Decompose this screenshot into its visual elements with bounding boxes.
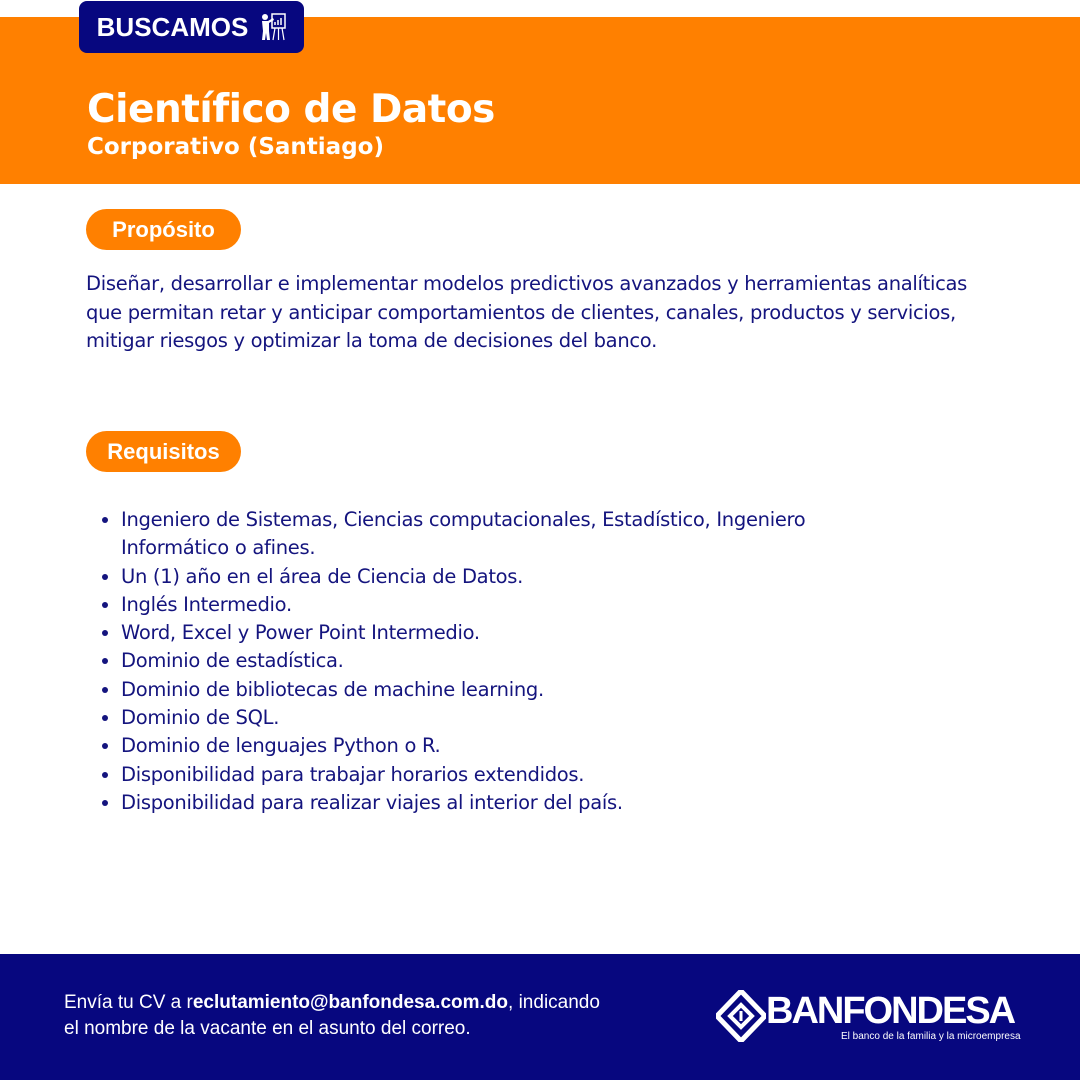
- contact-line2: el nombre de la vacante en el asunto del correo.: [64, 1018, 471, 1039]
- email-link[interactable]: eclutamiento@banfondesa.com.do: [192, 992, 509, 1013]
- list-item: • Inglés Intermedio.: [121, 591, 841, 619]
- footer: [0, 954, 1080, 1080]
- requirements-list: [86, 506, 841, 817]
- buscamos-badge: [79, 1, 304, 53]
- presenter-icon: [260, 13, 286, 41]
- list-item: • Dominio de bibliotecas de machine learning.: [121, 676, 841, 704]
- contact-suffix: , indicando: [508, 992, 600, 1013]
- list-item: • Ingeniero de Sistemas, Ciencias computacionales, Estadístico, Ingeniero Informático o afines.: [121, 506, 841, 563]
- list-item: • Disponibilidad para trabajar horarios extendidos.: [121, 761, 841, 789]
- logo-name: BANFONDESA: [766, 990, 1015, 1032]
- badge-label: BUSCAMOS: [96, 11, 249, 42]
- list-item: • Dominio de SQL.: [121, 704, 841, 732]
- list-item: • Un (1) año en el área de Ciencia de Datos.: [121, 563, 841, 591]
- list-item: • Dominio de estadística.: [121, 647, 841, 675]
- purpose-heading: Propósito: [86, 209, 241, 250]
- logo-tagline: El banco de la familia y la microempresa: [841, 1031, 1021, 1042]
- list-item: • Disponibilidad para realizar viajes al interior del país.: [121, 789, 841, 817]
- requirements-heading: Requisitos: [86, 431, 241, 472]
- list-item: • Dominio de lenguajes Python o R.: [121, 732, 841, 760]
- contact-text: [64, 990, 600, 1042]
- banfondesa-logo: [716, 988, 1026, 1048]
- job-title: Científico de Datos: [87, 87, 495, 132]
- job-location: Corporativo (Santiago): [87, 134, 384, 160]
- list-item: • Word, Excel y Power Point Intermedio.: [121, 619, 841, 647]
- purpose-text: Diseñar, desarrollar e implementar modelos predictivos avanzados y herramientas analíticas que permitan retar y anticipar comportamientos de clientes, canales, productos y servicios, mitigar riesgos y optimizar la toma de decisiones del banco.: [86, 272, 968, 352]
- logo-diamond-icon: [716, 990, 766, 1042]
- contact-prefix: Envía tu CV a r: [64, 992, 193, 1013]
